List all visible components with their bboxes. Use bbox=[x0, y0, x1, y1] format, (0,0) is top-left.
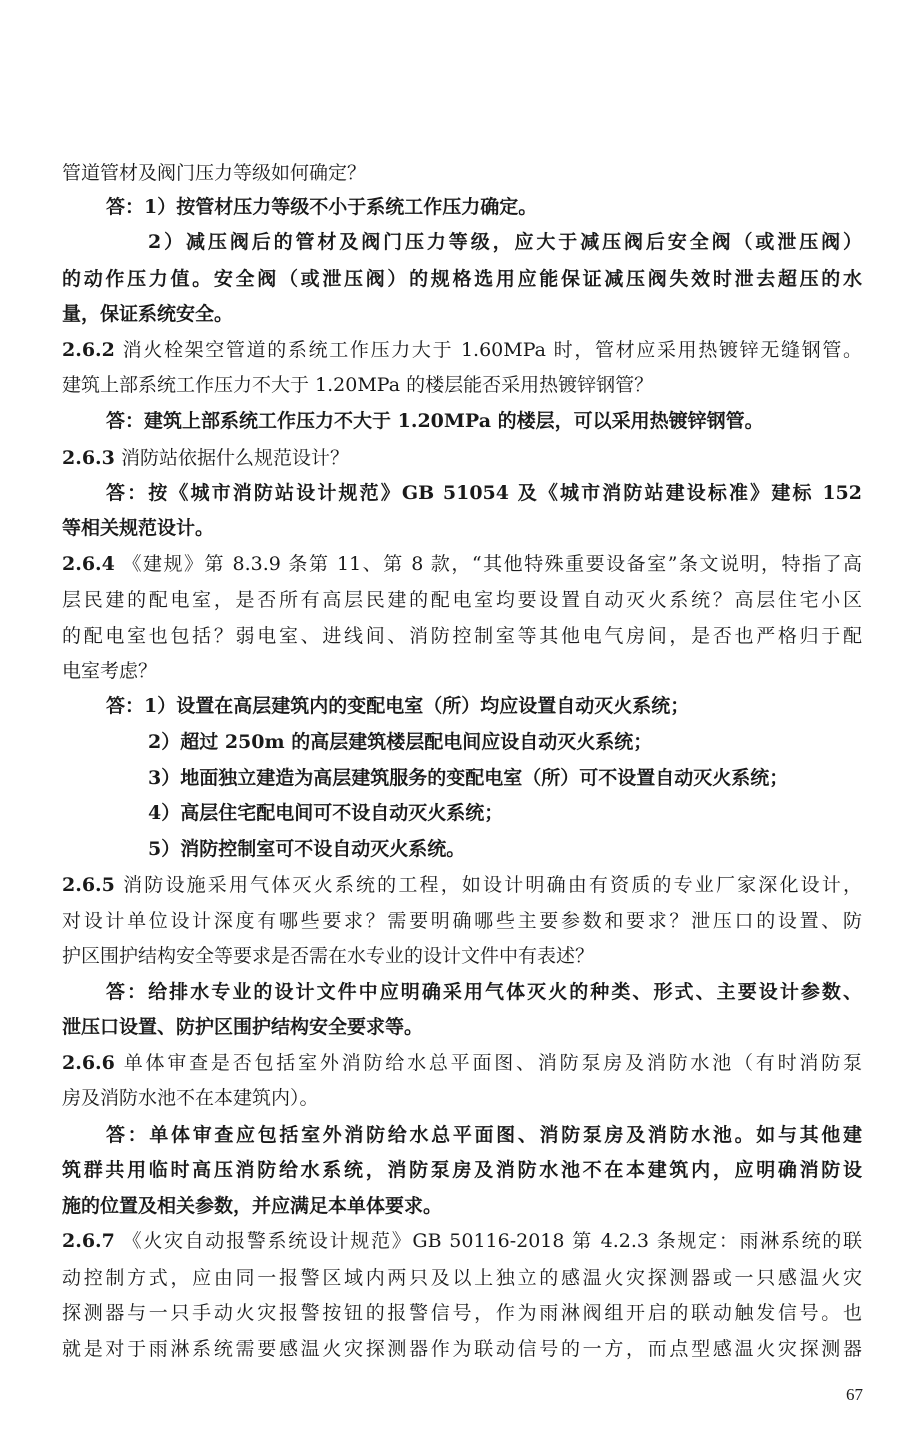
question-line: 2.6.6 单体审查是否包括室外消防给水总平面图、消防泵房及消防水池（有时消防泵 bbox=[62, 1052, 862, 1074]
text-line: 建筑上部系统工作压力不大于 1.20MPa 的楼层能否采用热镀锌钢管？ bbox=[62, 374, 654, 396]
text-line: 管道管材及阀门压力等级如何确定？ bbox=[62, 162, 367, 184]
text-line: 动控制方式，应由同一报警区域内两只及以上独立的感温火灾探测器或一只感温火灾 bbox=[62, 1267, 862, 1289]
answer-line: 2）减压阀后的管材及阀门压力等级，应大于减压阀后安全阀（或泄压阀） bbox=[148, 231, 862, 253]
answer-line: 施的位置及相关参数，并应满足本单体要求。 bbox=[62, 1195, 443, 1217]
answer-line: 泄压口设置、防护区围护结构安全要求等。 bbox=[62, 1016, 424, 1038]
question-line: 2.6.7 《火灾自动报警系统设计规范》GB 50116-2018 第 4.2.3 条规定：雨淋系统的联 bbox=[62, 1230, 862, 1252]
question-line: 2.6.5 消防设施采用气体灭火系统的工程，如设计明确由有资质的专业厂家深化设计， bbox=[62, 874, 862, 896]
item-number: 2.6.5 bbox=[62, 874, 115, 896]
text-line: 层民建的配电室，是否所有高层民建的配电室均要设置自动灭火系统？高层住宅小区 bbox=[62, 589, 862, 611]
question-line: 2.6.2 消火栓架空管道的系统工作压力大于 1.60MPa 时，管材应采用热镀锌无缝钢管。 bbox=[62, 339, 862, 361]
answer-line: 答：1）设置在高层建筑内的变配电室（所）均应设置自动灭火系统； bbox=[106, 695, 690, 717]
question-line: 2.6.4 《建规》第 8.3.9 条第 11、第 8 款，“其他特殊重要设备室”条文说明，特指了高 bbox=[62, 553, 862, 575]
item-number: 2.6.7 bbox=[62, 1230, 115, 1252]
text-line: 对设计单位设计深度有哪些要求？需要明确哪些主要参数和要求？泄压口的设置、防 bbox=[62, 910, 862, 932]
answer-line: 2）超过 250m 的高层建筑楼层配电间应设自动灭火系统； bbox=[148, 731, 653, 753]
answer-line: 答：建筑上部系统工作压力不大于 1.20MPa 的楼层，可以采用热镀锌钢管。 bbox=[106, 410, 764, 432]
answer-line: 答：按《城市消防站设计规范》GB 51054 及《城市消防站建设标准》建标 152 bbox=[106, 482, 862, 504]
answer-line: 答：1）按管材压力等级不小于系统工作压力确定。 bbox=[106, 196, 538, 218]
answer-line: 量，保证系统安全。 bbox=[62, 303, 234, 325]
item-number: 2.6.3 bbox=[62, 447, 115, 469]
answer-line: 3）地面独立建造为高层建筑服务的变配电室（所）可不设置自动灭火系统； bbox=[148, 767, 789, 789]
text-line: 房及消防水池不在本建筑内）。 bbox=[62, 1087, 319, 1109]
text-line: 电室考虑？ bbox=[62, 660, 158, 682]
text-line: 护区围护结构安全等要求是否需在水专业的设计文件中有表述？ bbox=[62, 945, 595, 967]
answer-line: 5）消防控制室可不设自动灭火系统。 bbox=[148, 838, 466, 860]
page-number: 67 bbox=[846, 1385, 863, 1404]
answer-line: 筑群共用临时高压消防给水系统，消防泵房及消防水池不在本建筑内，应明确消防设 bbox=[62, 1159, 862, 1181]
text-line: 就是对于雨淋系统需要感温火灾探测器作为联动信号的一方，而点型感温火灾探测器 bbox=[62, 1338, 862, 1360]
text-line: 探测器与一只手动火灾报警按钮的报警信号，作为雨淋阀组开启的联动触发信号。也 bbox=[62, 1302, 862, 1324]
answer-line: 答：给排水专业的设计文件中应明确采用气体灭火的种类、形式、主要设计参数、 bbox=[106, 981, 862, 1003]
item-number: 2.6.4 bbox=[62, 553, 115, 575]
answer-line: 的动作压力值。安全阀（或泄压阀）的规格选用应能保证减压阀失效时泄去超压的水 bbox=[62, 268, 862, 290]
answer-line: 4）高层住宅配电间可不设自动灭火系统； bbox=[148, 802, 504, 824]
answer-line: 答：单体审查应包括室外消防给水总平面图、消防泵房及消防水池。如与其他建 bbox=[106, 1124, 862, 1146]
item-number: 2.6.2 bbox=[62, 339, 115, 361]
question-line: 2.6.3 消防站依据什么规范设计？ bbox=[62, 447, 349, 469]
document-page bbox=[62, 0, 862, 1448]
answer-line: 等相关规范设计。 bbox=[62, 517, 215, 539]
text-line: 的配电室也包括？弱电室、进线间、消防控制室等其他电气房间，是否也严格归于配 bbox=[62, 625, 862, 647]
item-number: 2.6.6 bbox=[62, 1052, 115, 1074]
